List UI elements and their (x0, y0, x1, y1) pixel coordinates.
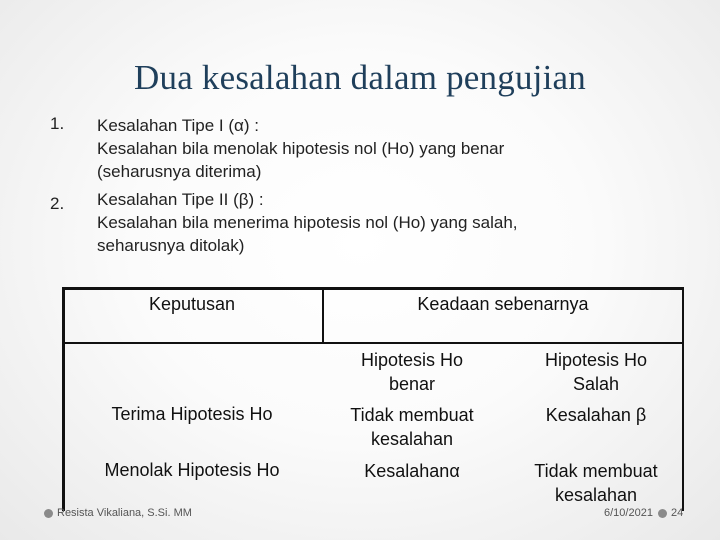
list-item-2 (97, 188, 697, 257)
list-item-1-line-1: Kesalahan Tipe I (α) : (97, 116, 259, 135)
list-item-1-line-2: Kesalahan bila menolak hipotesis nol (Ho) yang benar (97, 139, 505, 158)
cell-menolak-salah-line1: Tidak membuat (534, 461, 658, 481)
table-divider-header (62, 342, 684, 344)
cell-terima-salah-line1: Kesalahan β (545, 405, 647, 425)
cell-terima-benar-line2: kesalahan (370, 429, 454, 449)
footer-date: 6/10/2021 (604, 507, 653, 519)
footer-page-number: 24 (671, 507, 684, 519)
list-item-1 (97, 114, 697, 183)
cell-menolak-salah (506, 459, 686, 507)
list-item-2-line-1: Kesalahan Tipe II (β) : (97, 190, 264, 209)
list-item-2-line-3: seharusnya ditolak) (97, 236, 245, 255)
subheader-ho-salah-line1: Hipotesis Ho (544, 350, 648, 370)
list-item-1-line-3: (seharusnya diterima) (97, 162, 262, 181)
cell-menolak-salah-line2: kesalahan (554, 485, 638, 505)
cell-terima-salah (506, 403, 686, 427)
subheader-ho-benar-line2: benar (388, 374, 436, 394)
cell-terima-benar-line1: Tidak membuat (350, 405, 474, 425)
header-keputusan: Keputusan (148, 294, 236, 314)
cell-terima-benar (322, 403, 502, 451)
subheader-ho-benar (322, 348, 502, 396)
list-number-2: 2. (50, 194, 65, 213)
subheader-ho-salah-line2: Salah (572, 374, 620, 394)
footer-author (44, 507, 192, 519)
footer-author-text: Resista Vikaliana, S.Si. MM (57, 507, 192, 519)
cell-menolak-benar (322, 459, 502, 483)
row-label-terima: Terima Hipotesis Ho (111, 404, 273, 424)
cell-menolak-benar-line1: Kesalahanα (364, 461, 460, 481)
list-number-1: 1. (50, 114, 65, 133)
row-label-menolak: Menolak Hipotesis Ho (104, 460, 280, 480)
slide-title: Dua kesalahan dalam pengujian (134, 58, 586, 97)
bullet-dot-icon (658, 509, 667, 518)
header-keadaan-sebenarnya: Keadaan sebenarnya (417, 294, 589, 314)
bullet-dot-icon (44, 509, 53, 518)
footer-date-page (604, 507, 683, 519)
subheader-ho-benar-line1: Hipotesis Ho (360, 350, 464, 370)
list-item-2-line-2: Kesalahan bila menerima hipotesis nol (Ho) yang salah, (97, 213, 518, 232)
subheader-ho-salah (506, 348, 686, 396)
